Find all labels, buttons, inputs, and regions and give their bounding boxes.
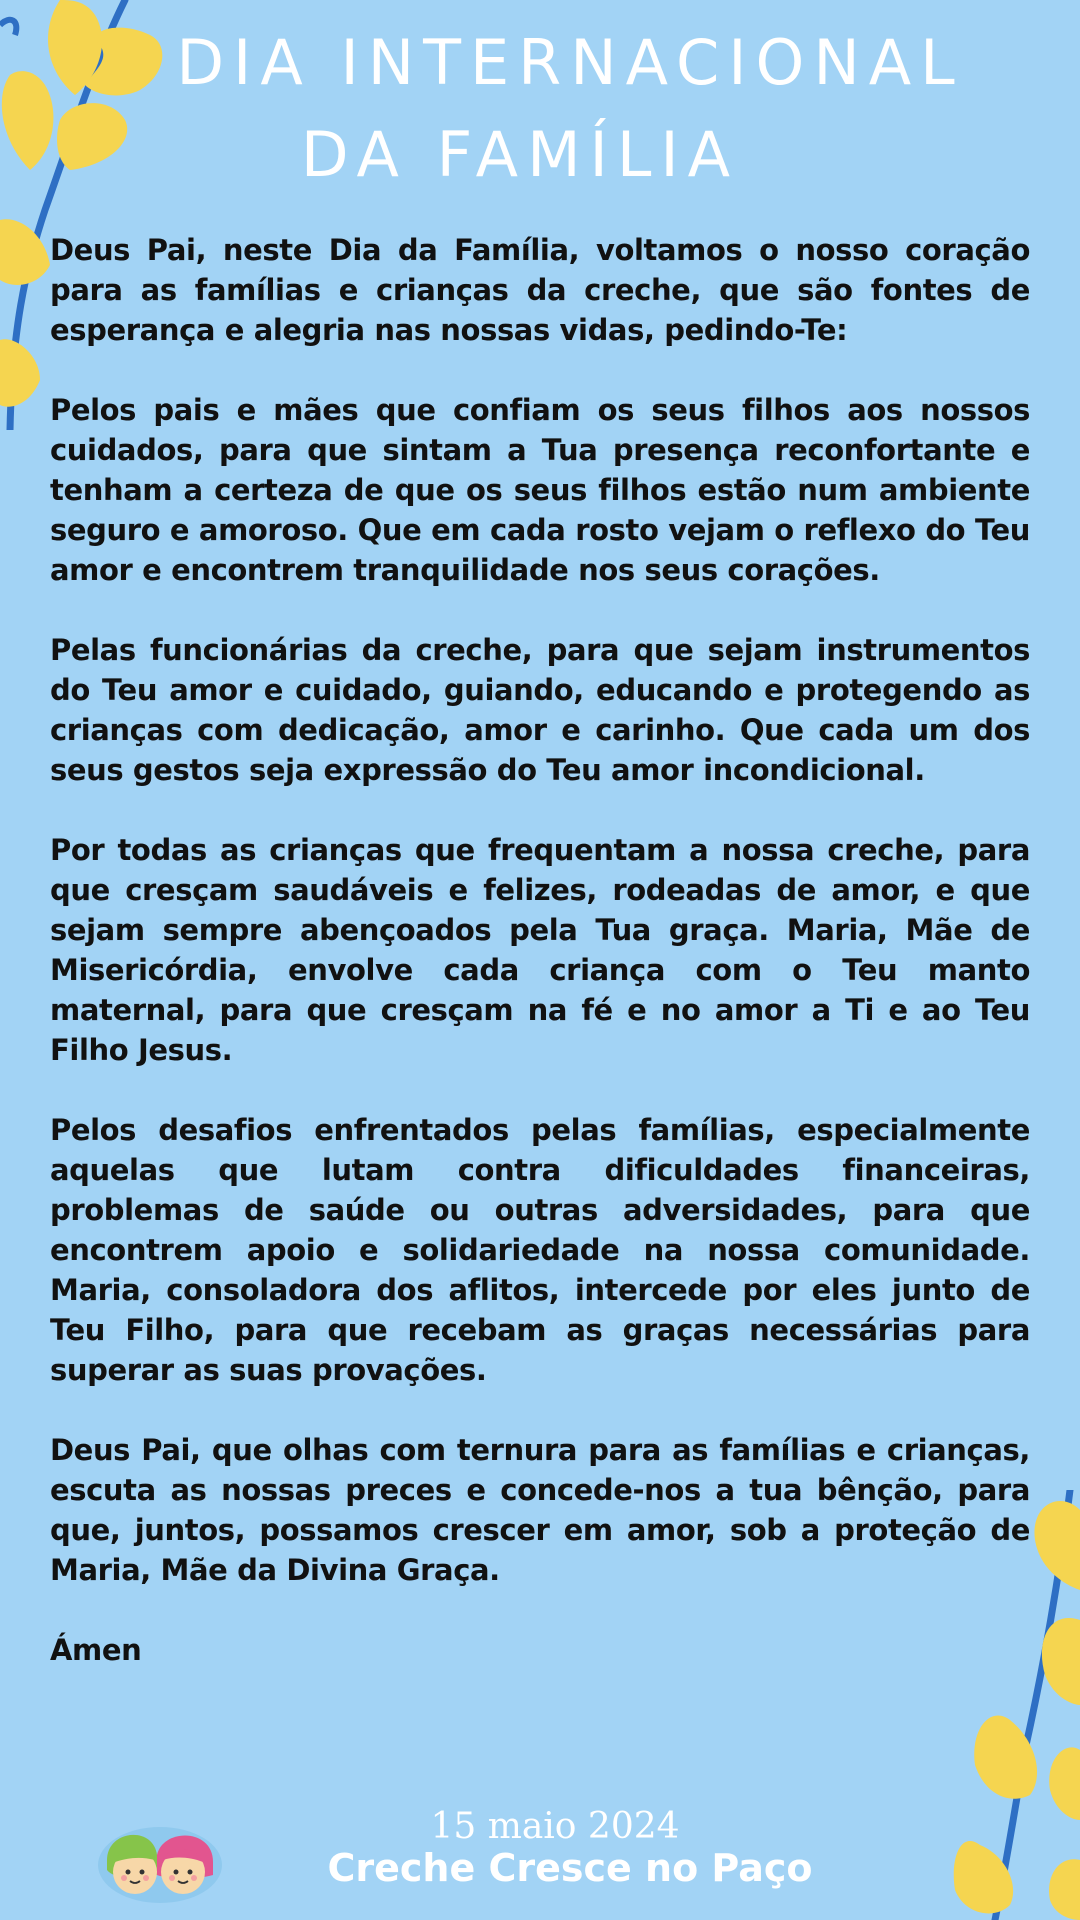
page-title-line-1: DIA INTERNACIONAL	[176, 26, 964, 99]
event-date: 15 maio 2024	[430, 1806, 680, 1847]
prayer-paragraph: Deus Pai, que olhas com ternura para as famílias e crianças, escuta as nossas preces e concede-nos a tua bênção, para que, juntos, possamos crescer em amor, sob a proteção de Maria, Mãe da Divina Graça.	[50, 1433, 1030, 1587]
closing-amen: Ámen	[50, 1633, 142, 1667]
prayer-paragraph: Deus Pai, neste Dia da Família, voltamos o nosso coração para as famílias e crianças da creche, que são fontes de esperança e alegria nas nossas vidas, pedindo-Te:	[50, 233, 1030, 347]
prayer-paragraph: Pelos desafios enfrentados pelas famílias, especialmente aquelas que lutam contra dificuldades financeiras, problemas de saúde ou outras adversidades, para que encontrem apoio e solidariedade na nossa comunidade. Maria, consoladora dos aflitos, intercede por eles junto de Teu Filho, para que recebam as graças necessárias para superar as suas provações.	[50, 1113, 1030, 1387]
prayer-text	[50, 230, 1030, 1670]
organization-name: Creche Cresce no Paço	[327, 1846, 813, 1890]
prayer-paragraph: Pelos pais e mães que confiam os seus filhos aos nossos cuidados, para que sintam a Tua presença reconfortante e tenham a certeza de que os seus filhos estão num ambiente seguro e amoroso. Que em cada rosto vejam o reflexo do Teu amor e encontrem tranquilidade nos seus corações.	[50, 393, 1030, 587]
prayer-paragraph: Pelas funcionárias da creche, para que sejam instrumentos do Teu amor e cuidado, guiando, educando e protegendo as crianças com dedicação, amor e carinho. Que cada um dos seus gestos seja expressão do Teu amor incondicional.	[50, 633, 1030, 787]
prayer-paragraph: Por todas as crianças que frequentam a nossa creche, para que cresçam saudáveis e felizes, rodeadas de amor, e que sejam sempre abençoados pela Tua graça. Maria, Mãe de Misericórdia, envolve cada criança com o Teu manto maternal, para que cresçam na fé e no amor a Ti e ao Teu Filho Jesus.	[50, 833, 1030, 1067]
page-title-line-2: DA FAMÍLIA	[300, 118, 740, 191]
